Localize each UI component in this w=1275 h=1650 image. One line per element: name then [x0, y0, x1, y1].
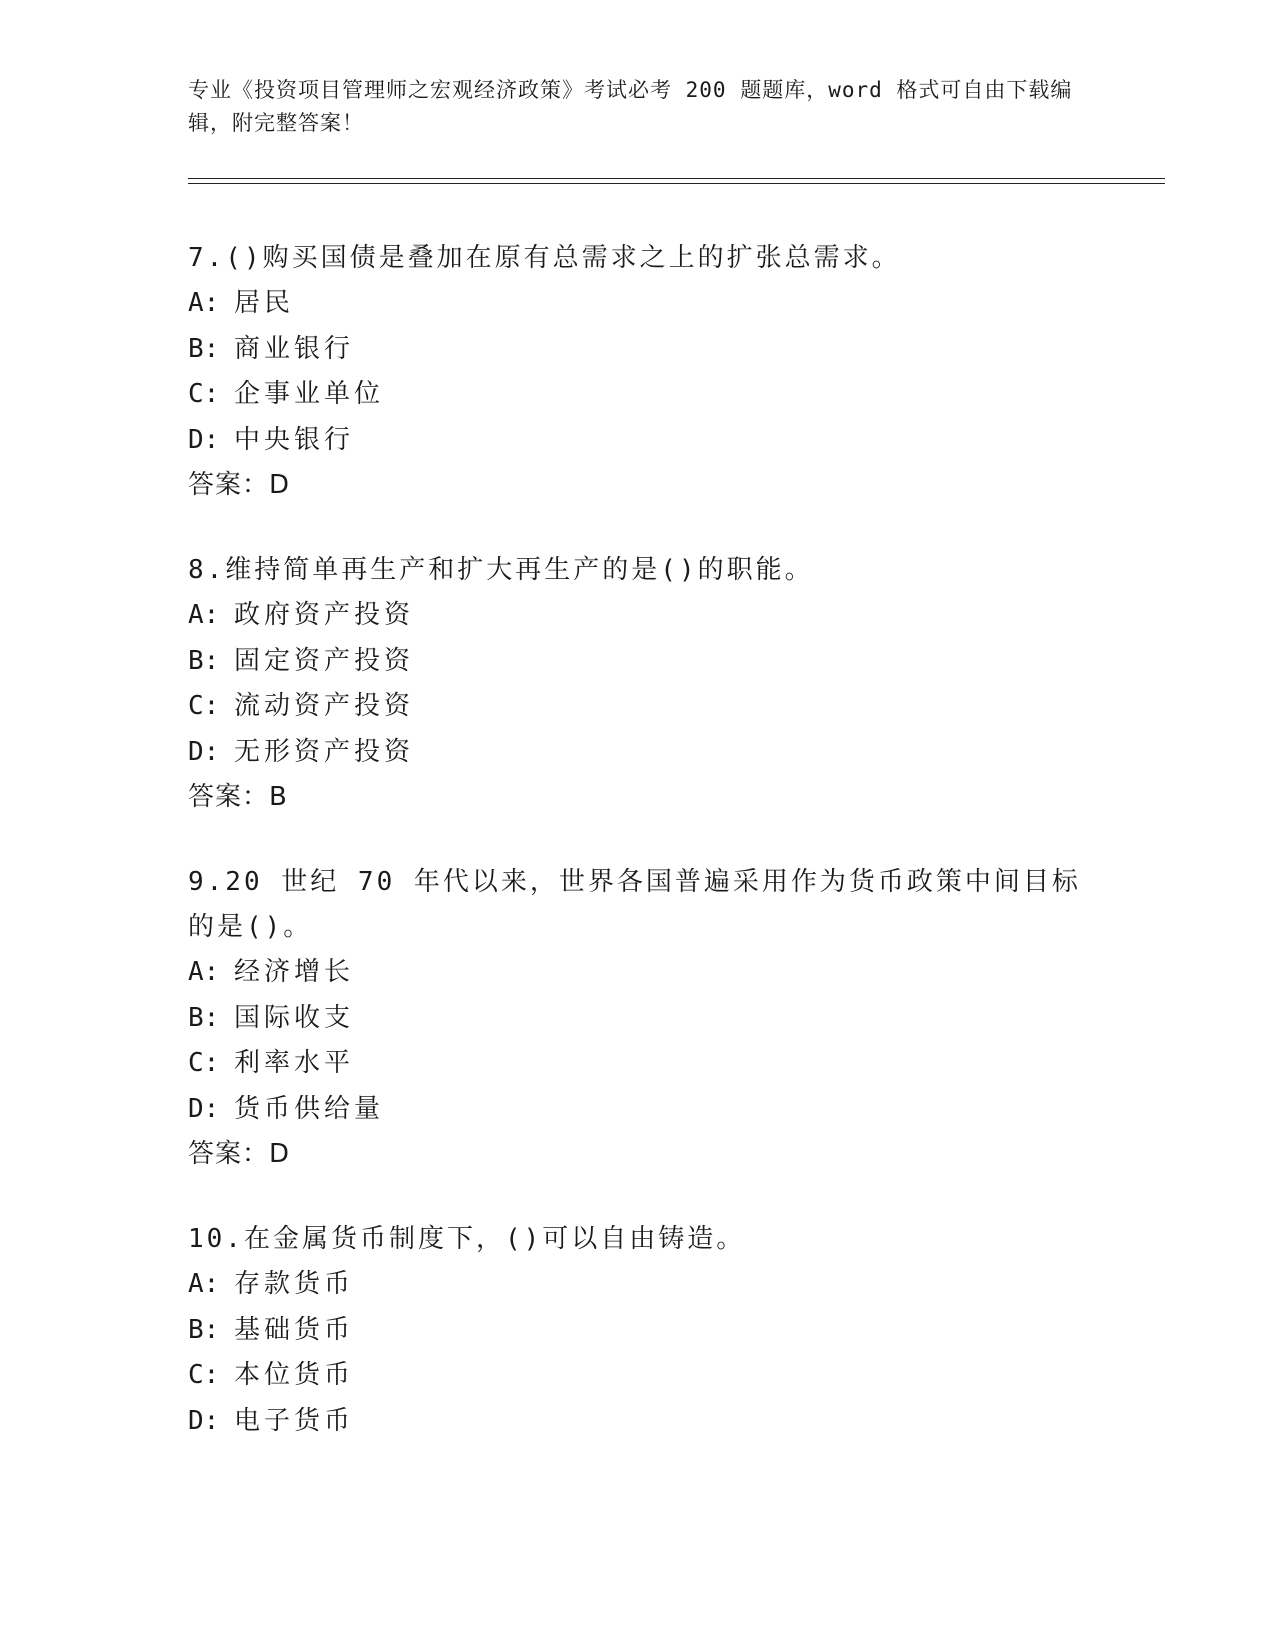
option-c	[188, 1041, 1088, 1087]
option-text: 居民	[234, 288, 295, 318]
question-list	[188, 236, 1088, 1484]
option-letter: C:	[188, 1360, 220, 1390]
question-stem: 10.在金属货币制度下，()可以自由铸造。	[188, 1224, 746, 1254]
option-d	[188, 418, 1088, 464]
option-d	[188, 1087, 1088, 1133]
option-c	[188, 372, 1088, 418]
option-letter: A:	[188, 957, 220, 987]
option-b	[188, 327, 1088, 373]
answer-line: 答案：D	[188, 1139, 291, 1169]
option-b	[188, 996, 1088, 1042]
option-text: 货币供给量	[234, 1093, 385, 1124]
option-letter: C:	[188, 691, 220, 721]
option-d	[188, 1399, 1088, 1445]
option-d	[188, 730, 1088, 776]
option-letter: A:	[188, 288, 220, 318]
answer-line: 答案：D	[188, 470, 291, 500]
option-b	[188, 1308, 1088, 1354]
option-a	[188, 593, 1088, 639]
option-text: 国际收支	[234, 1002, 355, 1033]
option-text: 利率水平	[234, 1048, 355, 1078]
option-letter: C:	[188, 379, 220, 409]
option-letter: A:	[188, 600, 220, 630]
option-letter: D:	[188, 1405, 220, 1436]
option-text: 企事业单位	[234, 379, 385, 409]
question-9	[188, 860, 1088, 1177]
question-7	[188, 236, 1088, 508]
option-letter: A:	[188, 1269, 220, 1299]
answer-line: 答案：B	[188, 782, 288, 812]
option-text: 基础货币	[234, 1314, 355, 1345]
header-double-rule	[188, 178, 1165, 184]
question-10	[188, 1217, 1088, 1444]
option-c	[188, 1353, 1088, 1399]
option-text: 无形资产投资	[234, 736, 415, 767]
option-letter: B:	[188, 1002, 220, 1033]
option-letter: D:	[188, 736, 220, 767]
option-text: 流动资产投资	[234, 691, 415, 721]
option-text: 存款货币	[234, 1269, 355, 1299]
question-stem: 9.20 世纪 70 年代以来，世界各国普遍采用作为货币政策中间目标的是()。	[188, 867, 1081, 942]
option-letter: D:	[188, 1093, 220, 1124]
question-stem: 7.()购买国债是叠加在原有总需求之上的扩张总需求。	[188, 243, 901, 273]
option-text: 中央银行	[234, 424, 355, 455]
option-letter: D:	[188, 424, 220, 455]
option-text: 电子货币	[234, 1405, 355, 1436]
option-a	[188, 950, 1088, 996]
question-stem: 8.维持简单再生产和扩大再生产的是()的职能。	[188, 555, 814, 585]
option-text: 本位货币	[234, 1360, 355, 1390]
option-letter: C:	[188, 1048, 220, 1078]
option-letter: B:	[188, 1314, 220, 1345]
question-8	[188, 548, 1088, 820]
option-letter: B:	[188, 645, 220, 676]
option-text: 商业银行	[234, 333, 355, 364]
option-text: 固定资产投资	[234, 645, 415, 676]
option-a	[188, 1262, 1088, 1308]
option-a	[188, 281, 1088, 327]
option-b	[188, 639, 1088, 685]
option-text: 政府资产投资	[234, 600, 415, 630]
option-c	[188, 684, 1088, 730]
option-letter: B:	[188, 333, 220, 364]
option-text: 经济增长	[234, 957, 355, 987]
document-header: 专业《投资项目管理师之宏观经济政策》考试必考 200 题题库，word 格式可自由下载编辑，附完整答案！	[188, 78, 1073, 135]
